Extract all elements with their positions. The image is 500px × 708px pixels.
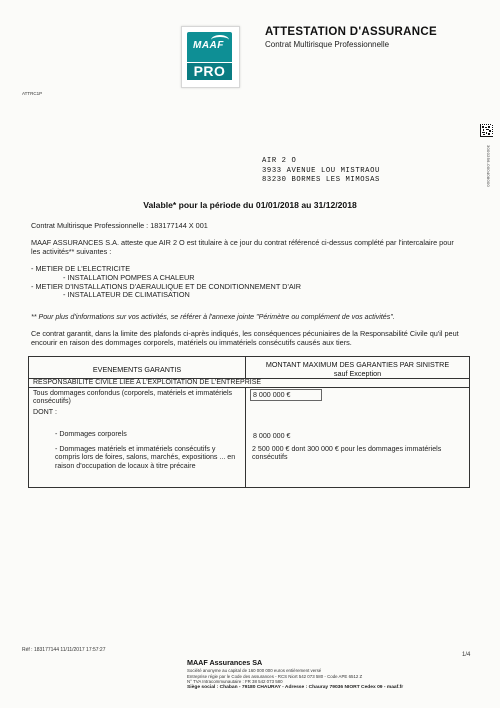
side-barcode-number: 3000256-000408000 (486, 145, 491, 188)
logo-brand-panel (187, 32, 232, 62)
logo-pro-text: PRO (187, 63, 232, 80)
column-header-amount (246, 360, 469, 378)
row-label-material-damages: - Dommages matériels et immatériels consécutifs y compris lors de foires, salons, marchés, expositions ... en raison d'occupation de locaux à titre précaire (55, 445, 236, 470)
company-address: Siège social : Chaban - 79180 CHAURAY - Adresse : Chauray 79036 NIORT Cedex 09 - maaf.fr (187, 685, 404, 690)
dont-label: DONT : (33, 408, 57, 416)
validity-period: Valable* pour la période du 01/01/2018 au 31/12/2018 (143, 200, 357, 210)
column-header-amount-line2: sauf Exception (333, 369, 382, 378)
activity-item: - METIER D'INSTALLATIONS D'AERAULIQUE ET DE CONDITIONNEMENT D'AIR (31, 281, 302, 291)
activity-item: - INSTALLATION POMPES A CHALEUR (63, 272, 195, 282)
address-street: 3933 AVENUE LOU MISTRAOU (262, 166, 380, 175)
row-amount-all-damages: 8 000 000 € (250, 389, 322, 401)
company-capital: Société anonyme au capital de 160 000 000 euros entièrement versé (187, 668, 322, 673)
row-label-all-damages: Tous dommages confondus (corporels, matériels et immatériels consécutifs) (33, 389, 233, 406)
row-amount-bodily-damages: 8 000 000 € (253, 432, 291, 440)
activity-item: - METIER DE L'ELECTRICITE (31, 264, 131, 273)
reference-code: ATTRC1P (22, 91, 43, 96)
guarantee-description: Ce contrat garantit, dans la limite des plafonds ci-après indiqués, les conséquences pécuniaires de la Responsabilité Civile qu'il peut encourir en raison des dommages corporels, matériels ou immatériels consécutifs causés aux tiers. (31, 329, 459, 348)
column-header-events: EVENEMENTS GARANTIS (92, 365, 182, 374)
company-name: MAAF Assurances SA (187, 658, 263, 667)
company-legal-info (187, 668, 362, 685)
section-title: RESPONSABILITE CIVILE LIEE A L'EXPLOITATION DE L'ENTREPRISE (33, 379, 262, 386)
document-title: ATTESTATION D'ASSURANCE (265, 26, 437, 38)
document-subtitle: Contrat Multirisque Professionnelle (265, 40, 390, 49)
activities-list (31, 265, 301, 300)
activity-item: - INSTALLATEUR DE CLIMATISATION (63, 290, 190, 300)
company-vat: N° TVA Intracommunautaire : FR 38 542 073 580 (187, 679, 283, 685)
address-city: 83230 BORMES LES MIMOSAS (262, 176, 380, 185)
column-header-amount-line1: MONTANT MAXIMUM DES GARANTIES PAR SINISTRE (265, 360, 450, 369)
row-amount-material-damages: 2 500 000 € dont 300 000 € pour les dommages immatériels consécutifs (252, 445, 442, 462)
company-registration: Entreprise régie par le Code des assurances - RCS Niort 542 073 580 - Code APE 6512 Z (187, 673, 363, 679)
contract-number-line: Contrat Multirisque Professionnelle : 183177144 X 001 (31, 221, 208, 230)
attestation-intro: MAAF ASSURANCES S.A. atteste que AIR 2 O est titulaire à ce jour du contrat référencé ci-dessus complété par l'intercalaire pour les activités** suivantes : (31, 238, 454, 257)
recipient-address (262, 157, 380, 186)
activities-note: ** Pour plus d'informations sur vos activités, se référer à l'annexe jointe "Périmètre ou complément de vos activités". (31, 313, 395, 321)
row-label-bodily-damages: - Dommages corporels (55, 430, 127, 438)
maaf-pro-logo (181, 26, 240, 88)
page-number: 1/4 (462, 652, 471, 658)
footer-reference: Réf : 183177144 11/11/2017 17:57:27 (22, 647, 106, 653)
datamatrix-barcode-icon (480, 124, 493, 137)
logo-brand-text: MAAF (193, 40, 224, 51)
address-name: AIR 2 O (262, 157, 297, 165)
guarantees-table (28, 356, 470, 488)
